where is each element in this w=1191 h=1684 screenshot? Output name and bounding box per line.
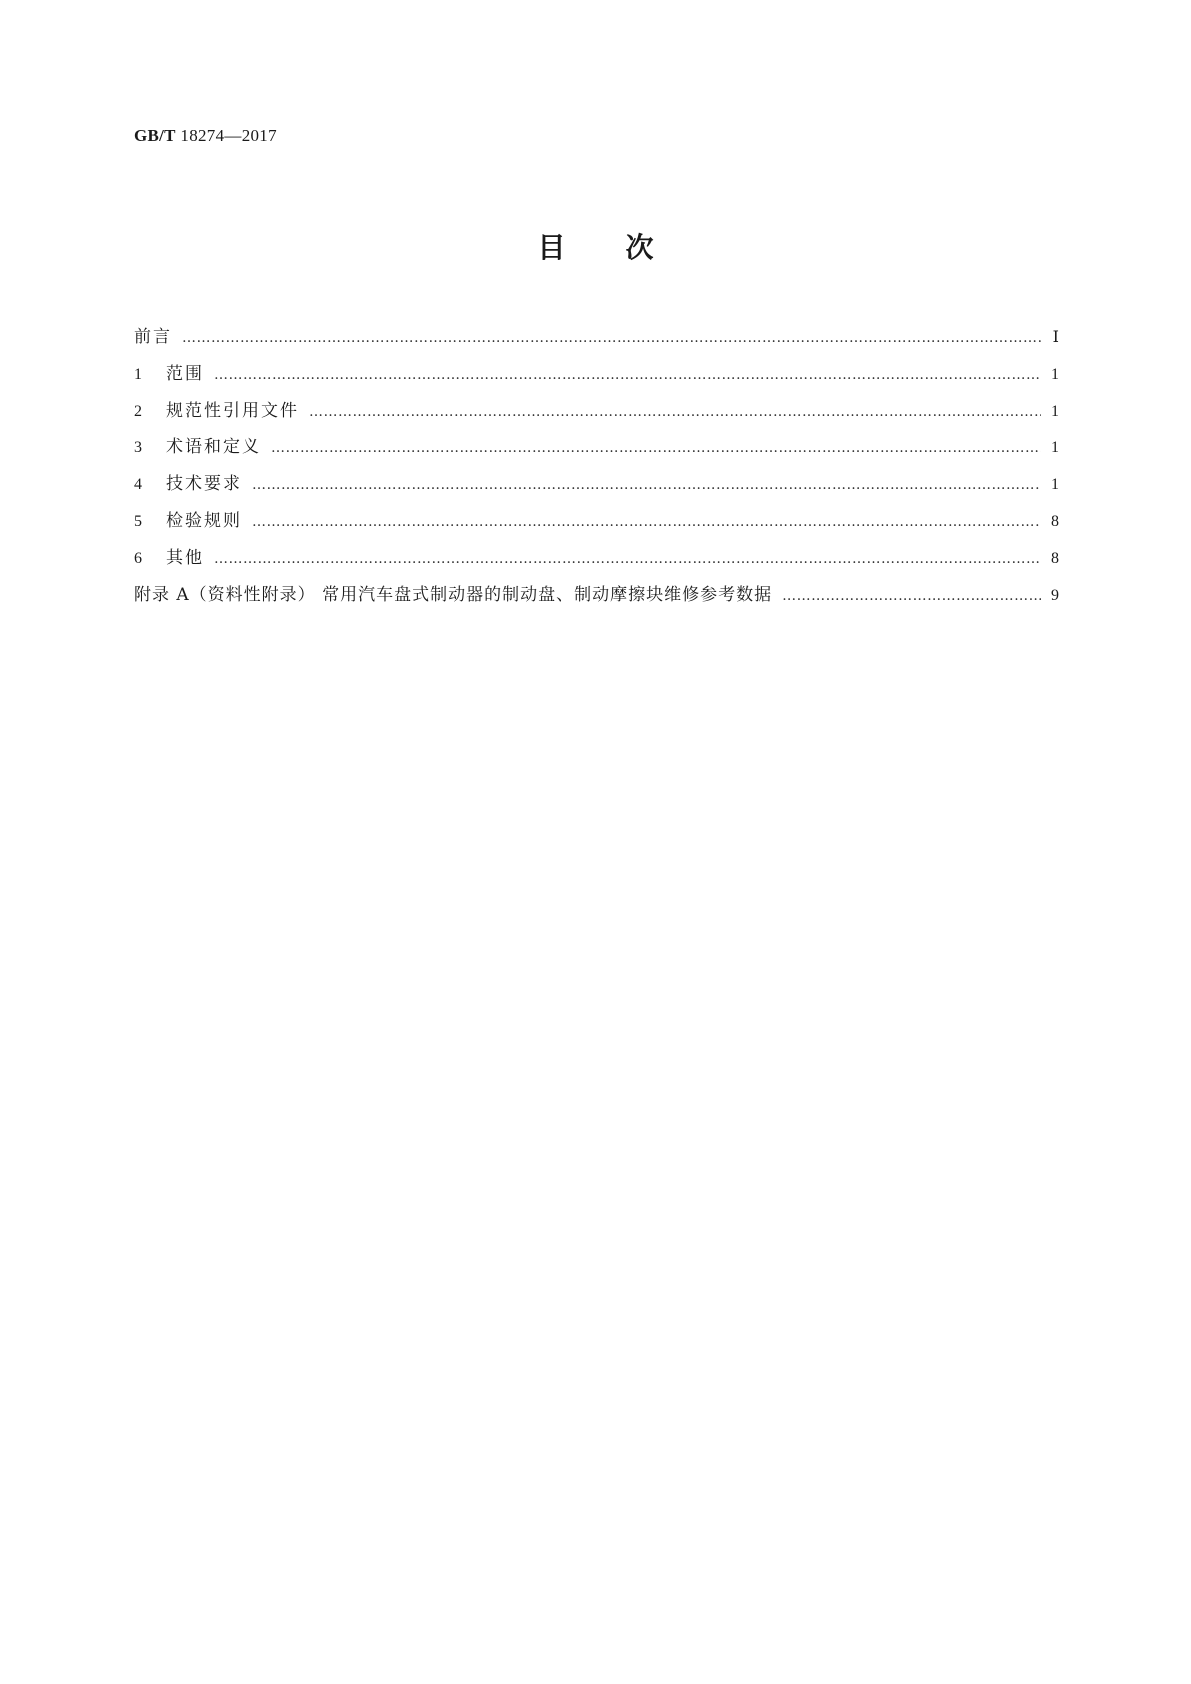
toc-entry-appendix-a[interactable]: [134, 584, 1059, 621]
toc-leader-dots: [309, 401, 1041, 423]
toc-entry-label: 技术要求: [166, 474, 242, 495]
toc-leader-dots: [252, 474, 1041, 496]
toc-entry-number: 2: [134, 402, 142, 420]
toc-entry-page: 9: [1051, 586, 1059, 604]
toc-leader-dots: [271, 437, 1041, 459]
toc-entry-number: 5: [134, 512, 142, 530]
standard-code: [134, 126, 277, 146]
toc-entry-number: 6: [134, 549, 142, 567]
toc-entry-label: 范围: [166, 363, 204, 384]
toc-entry-label: 术语和定义: [166, 437, 261, 458]
toc-entry-foreword[interactable]: [134, 326, 1059, 363]
toc-entry-scope[interactable]: [134, 363, 1059, 400]
toc-entry-label: 规范性引用文件: [166, 400, 299, 421]
toc-entry-page: 1: [1051, 439, 1059, 457]
toc-leader-dots: [214, 548, 1041, 570]
toc-entry-page: 1: [1051, 476, 1059, 494]
toc-entry-terms-definitions[interactable]: [134, 436, 1059, 473]
toc-entry-page: 8: [1051, 512, 1059, 530]
toc-entry-number: 4: [134, 476, 142, 494]
toc-entry-inspection-rules[interactable]: [134, 510, 1059, 547]
toc-entry-page: 8: [1051, 549, 1059, 567]
toc-leader-dots: [252, 511, 1041, 533]
toc-entry-page: 1: [1051, 402, 1059, 420]
standard-code-number: 18274—2017: [180, 126, 277, 145]
toc-leader-dots: [782, 585, 1041, 607]
toc-entry-number: 1: [134, 365, 142, 383]
standard-code-prefix: GB/T: [134, 126, 176, 145]
toc-entry-others[interactable]: [134, 547, 1059, 584]
toc-title: 目次: [537, 231, 714, 264]
toc-entry-page: 1: [1051, 365, 1059, 383]
toc-entry-technical-requirements[interactable]: [134, 473, 1059, 510]
toc-leader-dots: [182, 327, 1041, 349]
toc-entry-label: 检验规则: [166, 510, 242, 531]
toc-entry-normative-references[interactable]: [134, 400, 1059, 437]
toc-entry-label: 附录 A（资料性附录） 常用汽车盘式制动器的制动盘、制动摩擦块维修参考数据: [134, 584, 773, 605]
toc-entry-number: 3: [134, 439, 142, 457]
toc-entry-label: 其他: [166, 547, 204, 568]
toc-entry-page: Ⅰ: [1052, 329, 1059, 346]
toc-entry-label: 前言: [134, 327, 172, 347]
table-of-contents: [134, 326, 1059, 620]
toc-leader-dots: [214, 364, 1041, 386]
